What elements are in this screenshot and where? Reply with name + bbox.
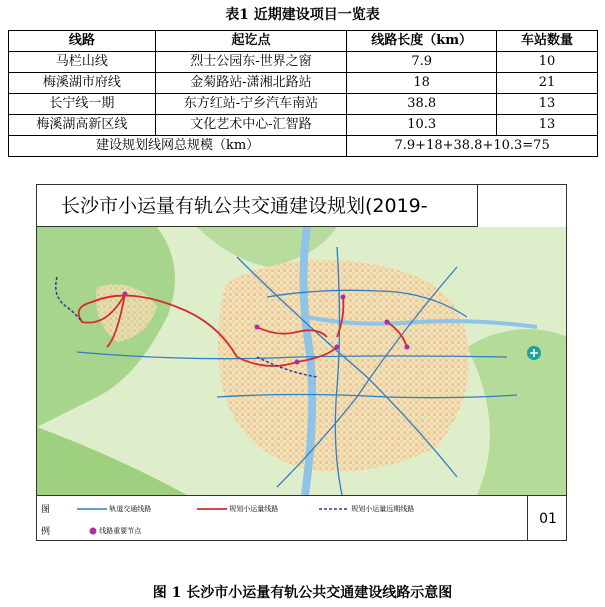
map-title: 长沙市小运量有轨公共交通建设规划(2019-: [37, 185, 478, 227]
cell-endpoints: 金菊路站-潇湘北路站: [155, 73, 347, 94]
total-label: 建设规划线网总规模（km）: [9, 136, 347, 157]
figure-caption: 图 1 长沙市小运量有轨公共交通建设线路示意图: [152, 585, 453, 601]
cell-stations: 13: [497, 94, 598, 115]
legend-swatch-node: [89, 527, 97, 535]
legend-label-node: 线路重要节点: [99, 527, 142, 535]
header-length: 线路长度（km）: [347, 31, 497, 52]
table-caption: 表1 近期建设项目一览表: [225, 7, 380, 23]
cell-endpoints: 烈士公园东-世界之窗: [155, 52, 347, 73]
map-node: [255, 325, 260, 330]
header-line: 线路: [9, 31, 156, 52]
cell-line: 马栏山线: [9, 52, 156, 73]
map-node: [335, 345, 340, 350]
cell-line: 梅溪湖高新区线: [9, 115, 156, 136]
legend-item-planned: [197, 504, 278, 514]
cell-length: 18: [347, 73, 497, 94]
cell-stations: 13: [497, 115, 598, 136]
legend-item-node: [89, 526, 141, 536]
legend-label-rail: 轨道交通线路: [109, 505, 152, 513]
table-header-row: [9, 31, 598, 52]
cell-stations: 21: [497, 73, 598, 94]
header-endpoints: 起讫点: [155, 31, 347, 52]
map-legend: [37, 495, 567, 541]
cell-line: 长宁线一期: [9, 94, 156, 115]
total-value: 7.9+18+38.8+10.3=75: [347, 136, 598, 157]
cell-length: 7.9: [347, 52, 497, 73]
cell-length: 38.8: [347, 94, 497, 115]
legend-item-future: [319, 504, 414, 514]
legend-swatch-future: [319, 506, 349, 512]
cell-line: 梅溪湖市府线: [9, 73, 156, 94]
cell-stations: 10: [497, 52, 598, 73]
legend-label-future: 规划小运量远期线路: [351, 505, 415, 513]
cell-endpoints: 文化艺术中心-汇智路: [155, 115, 347, 136]
table-row: [9, 52, 598, 73]
map-node: [295, 360, 300, 365]
table-row: [9, 73, 598, 94]
legend-label-bottom: 例: [41, 527, 51, 537]
sheet-number: 01: [527, 496, 567, 541]
map-canvas: [37, 227, 567, 495]
map-node: [341, 295, 346, 300]
legend-swatch-rail: [77, 506, 107, 512]
map-node: [123, 292, 128, 297]
cell-length: 10.3: [347, 115, 497, 136]
legend-label-top: 图: [41, 505, 51, 515]
map-node: [385, 320, 390, 325]
table-row: [9, 115, 598, 136]
legend-swatch-planned: [197, 506, 227, 512]
map-node: [405, 345, 410, 350]
cell-endpoints: 东方红站-宁乡汽车南站: [155, 94, 347, 115]
table-row: [9, 94, 598, 115]
table-total-row: [9, 136, 598, 157]
legend-item-rail: [77, 504, 151, 514]
map-figure: [36, 184, 567, 541]
urban-area: [218, 260, 469, 472]
header-stations: 车站数量: [497, 31, 598, 52]
legend-label-planned: 规划小运量线路: [229, 505, 279, 513]
projects-table: [8, 30, 598, 157]
